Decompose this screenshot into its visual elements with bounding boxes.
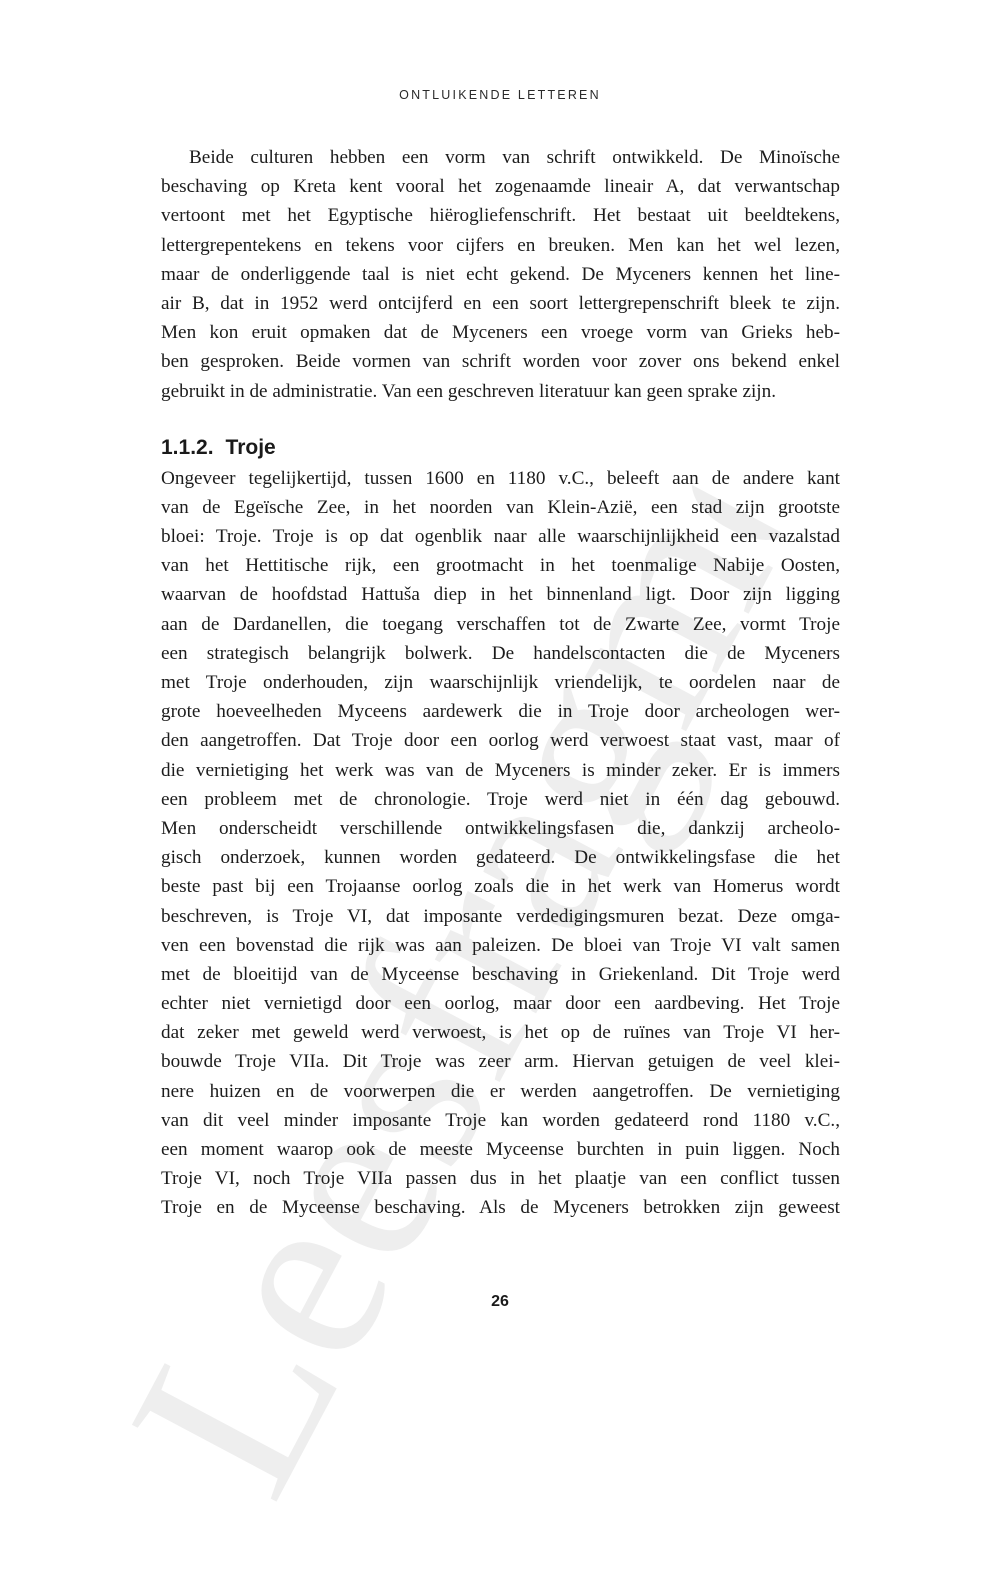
text-line: beschreven, is Troje VI, dat imposante verdedigingsmuren bezat. Deze omga-	[161, 905, 840, 927]
text-line: van dit veel minder imposante Troje kan worden gedateerd rond 1180 v.C.,	[161, 1109, 840, 1131]
text-line: een probleem met de chronologie. Troje werd niet in één dag gebouwd.	[161, 788, 840, 810]
text-line: beste past bij een Trojaanse oorlog zoals die in het werk van Homerus wordt	[161, 876, 840, 898]
text-line: echter niet vernietigd door een oorlog, maar door een aardbeving. Het Troje	[161, 993, 840, 1015]
text-line: waarvan de hoofdstad Hattuša diep in het binnenland ligt. Door zijn ligging	[161, 584, 840, 606]
text-line: van het Hettitische rijk, een grootmacht in het toenmalige Nabije Oosten,	[161, 555, 840, 577]
section-heading	[161, 434, 840, 462]
text-line: gisch onderzoek, kunnen worden gedateerd. De ontwikkelingsfase die het	[161, 847, 840, 869]
svg-text:Leesfragment: Leesfragment	[77, 428, 852, 1534]
text-line: maar de onderliggende taal is niet echt gekend. De Myceners kennen het line-	[161, 263, 840, 285]
text-line: van de Egeïsche Zee, in het noorden van Klein-Azië, een stad zijn grootste	[161, 496, 840, 518]
text-line: Men onderscheidt verschillende ontwikkelingsfasen die, dankzij archeolo-	[161, 817, 840, 839]
text-line: een strategisch belangrijk bolwerk. De handelscontacten die de Myceners	[161, 642, 840, 664]
text-line: nere huizen en de voorwerpen die er werden aangetroffen. De vernietiging	[161, 1080, 840, 1102]
page-body	[161, 143, 840, 1223]
text-line: een moment waarop ook de meeste Myceense burchten in puin liggen. Noch	[161, 1139, 840, 1160]
text-line: beschaving op Kreta kent vooral het zogenaamde lineair A, dat verwantschap	[161, 176, 840, 198]
section-number: 1.1.2.	[161, 435, 214, 459]
text-line: bouwde Troje VIIa. Dit Troje was zeer arm. Hiervan getuigen de veel klei-	[161, 1051, 840, 1073]
text-line: dat zeker met geweld werd verwoest, is het op de ruïnes van Troje VI her-	[161, 1022, 840, 1044]
text-line: Ongeveer tegelijkertijd, tussen 1600 en 1180 v.C., beleeft aan de andere kant	[161, 467, 840, 489]
text-line: vertoont met het Egyptische hiërogliefenschrift. Het bestaat uit beeldtekens,	[161, 205, 840, 227]
text-line: den aangetroffen. Dat Troje door een oorlog werd verwoest staat vast, maar of	[161, 730, 840, 752]
text-line: ven een bovenstad die rijk was aan paleizen. De bloei van Troje VI valt samen	[161, 934, 840, 956]
text-line: air B, dat in 1952 werd ontcijferd en een soort lettergrepenschrift bleek te zijn.	[161, 292, 840, 314]
text-line: gebruikt in de administratie. Van een geschreven literatuur kan geen sprake zijn.	[161, 380, 777, 402]
text-line: die vernietiging het werk was van de Myceners is minder zeker. Er is immers	[161, 759, 840, 781]
text-line: Beide culturen hebben een vorm van schrift ontwikkeld. De Minoïsche	[189, 147, 840, 168]
text-line: lettergrepentekens en tekens voor cijfers en breuken. Men kan het wel lezen,	[161, 234, 840, 256]
text-line: Troje en de Myceense beschaving. Als de Myceners betrokken zijn geweest	[161, 1197, 840, 1219]
text-line: aan de Dardanellen, die toegang verschaffen tot de Zwarte Zee, vormt Troje	[161, 613, 840, 635]
text-line: grote hoeveelheden Myceens aardewerk die in Troje door archeologen wer-	[161, 701, 840, 723]
text-line: met de bloeitijd van de Myceense beschaving in Griekenland. Dit Troje werd	[161, 963, 840, 985]
paragraph-troy	[161, 464, 840, 1223]
text-line: Troje VI, noch Troje VIIa passen dus in het plaatje van een conflict tussen	[161, 1168, 840, 1190]
text-line: ben gesproken. Beide vormen van schrift worden voor zover ons bekend enkel	[161, 351, 840, 373]
paragraph-writing	[161, 143, 840, 406]
text-line: Men kon eruit opmaken dat de Myceners een vroege vorm van Grieks heb-	[161, 322, 840, 344]
text-line: met Troje onderhouden, zijn waarschijnlijk vriendelijk, te oordelen naar de	[161, 672, 840, 693]
page-number: 26	[491, 1293, 509, 1310]
text-line: bloei: Troje. Troje is op dat ogenblik naar alle waarschijnlijkheid een vazalstad	[161, 526, 840, 548]
running-head: ONTLUIKENDE LETTEREN	[399, 88, 601, 102]
section-title: Troje	[225, 435, 276, 459]
